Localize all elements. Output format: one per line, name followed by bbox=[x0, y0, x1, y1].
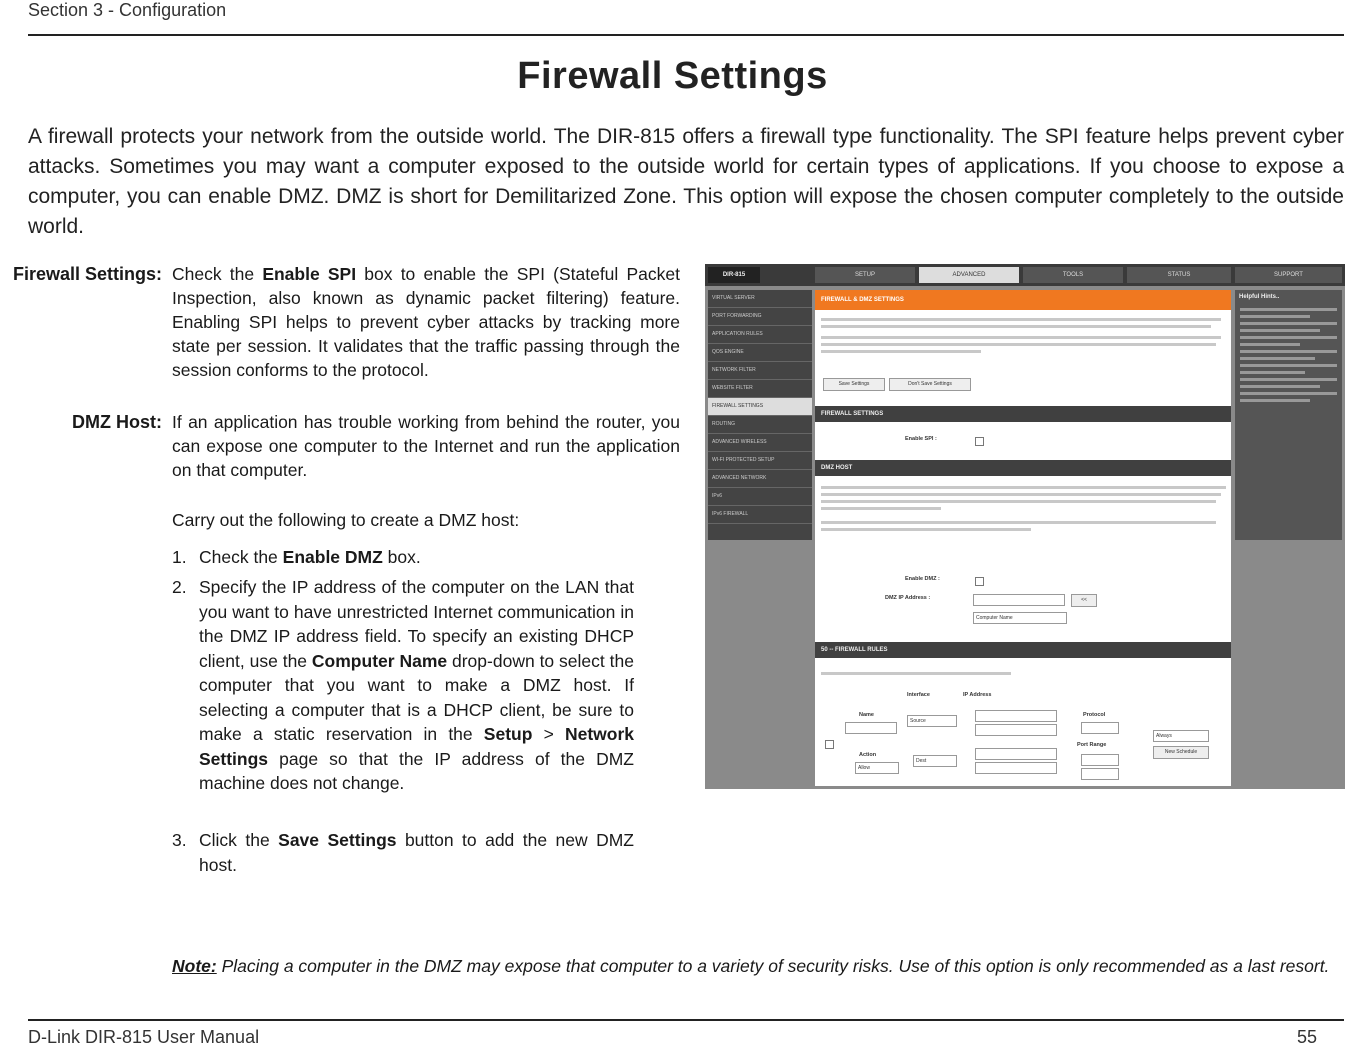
screenshot-nav-item: WI-FI PROTECTED SETUP bbox=[708, 452, 812, 470]
screenshot-action-select: Allow bbox=[855, 762, 899, 774]
screenshot-section-firewall-dmz: FIREWALL & DMZ SETTINGS bbox=[815, 290, 1231, 310]
screenshot-help-column bbox=[1235, 290, 1342, 540]
screenshot-help-line bbox=[1240, 364, 1337, 367]
dmz-steps-intro: Carry out the following to create a DMZ host: bbox=[172, 510, 520, 530]
footer-manual-title: D-Link DIR-815 User Manual bbox=[28, 1027, 260, 1047]
screenshot-nav-item: VIRTUAL SERVER bbox=[708, 290, 812, 308]
note-paragraph bbox=[172, 954, 1344, 979]
step-1 bbox=[172, 545, 634, 570]
screenshot-help-line bbox=[1240, 357, 1315, 360]
screenshot-help-line bbox=[1240, 322, 1337, 325]
step2-post: page so that the IP address of the DMZ machine does not change. bbox=[199, 748, 634, 793]
screenshot-nav-item: IPv6 bbox=[708, 488, 812, 506]
step2-bold-setup: Setup bbox=[483, 724, 533, 744]
screenshot-section-firewall: FIREWALL SETTINGS bbox=[815, 406, 1231, 422]
screenshot-text-line bbox=[821, 493, 1221, 496]
intro-paragraph: A firewall protects your network from the outside world. The DIR-815 offers a firewall type functionality. The SPI feature helps prevent cyber attacks. Sometimes you may want a computer exposed to the outside world for certain types of applications. If you choose to expose a computer, you can enable DMZ. DMZ is short for Demilitarized Zone. This option will expose the chosen computer completely to the outside world. bbox=[28, 125, 1344, 238]
screenshot-help-line bbox=[1240, 308, 1337, 311]
screenshot-text-line bbox=[821, 336, 1221, 339]
screenshot-copy-button: << bbox=[1071, 594, 1097, 607]
step2-bold-computer-name: Computer Name bbox=[311, 650, 448, 671]
screenshot-nav-item: PORT FORWARDING bbox=[708, 308, 812, 326]
screenshot-tab-status: STATUS bbox=[1127, 267, 1231, 283]
fw-desc-post: box to enable the SPI (Stateful Packet Inspection, also known as dynamic packet filtering) feature. Enabling SPI helps to prevent cyber attacks by tracking more state per session. It validates that the traffic passing through the session conforms to the protocol. bbox=[172, 264, 680, 380]
step2-sep: > bbox=[532, 724, 565, 744]
screenshot-tab-setup: SETUP bbox=[815, 267, 915, 283]
screenshot-nav-item: ROUTING bbox=[708, 416, 812, 434]
screenshot-source-select: Source bbox=[907, 715, 957, 727]
screenshot-nav-item: WEBSITE FILTER bbox=[708, 380, 812, 398]
screenshot-save-settings-button: Save Settings bbox=[823, 378, 885, 391]
step-number: 3. bbox=[172, 830, 187, 850]
screenshot-text-line bbox=[821, 528, 1031, 531]
step-text bbox=[199, 828, 634, 877]
step2-pre: Specify the IP address of the computer on the LAN that you want to have unrestricted Internet communication in the DMZ IP address field. To specify an existing DHCP client, use the bbox=[199, 577, 634, 671]
screenshot-new-schedule-button: New Schedule bbox=[1153, 746, 1209, 759]
step1-bold: Enable DMZ bbox=[282, 547, 383, 567]
step3-bold: Save Settings bbox=[278, 830, 397, 850]
screenshot-help-line bbox=[1240, 329, 1320, 332]
step-text bbox=[199, 575, 634, 796]
dmz-host-term: DMZ Host: bbox=[72, 412, 162, 432]
section-header: Section 3 - Configuration bbox=[28, 0, 227, 20]
screenshot-nav-item: IPv6 FIREWALL bbox=[708, 506, 812, 524]
step-text bbox=[199, 545, 634, 570]
screenshot-port-input-1 bbox=[1081, 754, 1119, 766]
screenshot-section-rules: 50 -- FIREWALL RULES bbox=[815, 642, 1231, 658]
screenshot-ip-input-1 bbox=[975, 710, 1057, 722]
fw-desc-bold: Enable SPI bbox=[262, 264, 357, 284]
fw-desc-pre: Check the bbox=[172, 264, 263, 284]
screenshot-help-line bbox=[1240, 371, 1305, 374]
screenshot-enable-spi-checkbox bbox=[975, 437, 984, 446]
screenshot-dest-select: Dest bbox=[913, 755, 957, 767]
screenshot-section-dmz: DMZ HOST bbox=[815, 460, 1231, 476]
note-label: Note: bbox=[172, 956, 217, 976]
screenshot-text-line bbox=[821, 500, 1216, 503]
screenshot-help-line bbox=[1240, 343, 1300, 346]
screenshot-dmz-ip-input bbox=[973, 594, 1065, 606]
screenshot-help-title: Helpful Hints.. bbox=[1239, 294, 1280, 300]
screenshot-ip-input-2 bbox=[975, 724, 1057, 736]
screenshot-nav-item: ADVANCED WIRELESS bbox=[708, 434, 812, 452]
router-ui-screenshot bbox=[705, 264, 1345, 789]
firewall-settings-description bbox=[172, 262, 680, 382]
screenshot-tab-advanced: ADVANCED bbox=[919, 267, 1019, 283]
screenshot-text-line bbox=[821, 672, 1011, 675]
dmz-host-description: If an application has trouble working from behind the router, you can expose one computer to the Internet and run the application on that computer. bbox=[172, 412, 680, 480]
screenshot-ip-input-4 bbox=[975, 762, 1057, 774]
screenshot-rule-checkbox bbox=[825, 740, 834, 749]
screenshot-nav-item: ADVANCED NETWORK bbox=[708, 470, 812, 488]
screenshot-enable-dmz-label: Enable DMZ : bbox=[905, 576, 940, 582]
screenshot-text-line bbox=[821, 486, 1226, 489]
step2-bold-network-settings: Network Settings bbox=[199, 724, 634, 769]
screenshot-nav-item-active: FIREWALL SETTINGS bbox=[708, 398, 812, 416]
screenshot-dont-save-button: Don't Save Settings bbox=[889, 378, 971, 391]
screenshot-help-line bbox=[1240, 378, 1337, 381]
step-number: 2. bbox=[172, 577, 187, 597]
screenshot-text-line bbox=[821, 521, 1216, 524]
step3-post: button to add the new DMZ host. bbox=[199, 830, 634, 875]
screenshot-interface-header: Interface bbox=[907, 692, 930, 698]
note-text: Placing a computer in the DMZ may expose that computer to a variety of security risks. Use of this option is only recommended as a last resort. bbox=[216, 956, 1330, 976]
screenshot-text-line bbox=[821, 343, 1216, 346]
screenshot-text-line bbox=[821, 507, 941, 510]
top-rule bbox=[28, 34, 1344, 36]
step-2 bbox=[172, 575, 634, 796]
screenshot-nav-item: NETWORK FILTER bbox=[708, 362, 812, 380]
screenshot-port-input-2 bbox=[1081, 768, 1119, 780]
screenshot-schedule-select: Always bbox=[1153, 730, 1209, 742]
step2-mid: drop-down to select the computer that you want to make a DMZ host. If selecting a computer that is a DHCP client, be sure to make a static reservation in the bbox=[199, 650, 634, 744]
screenshot-tab-bar bbox=[705, 264, 1345, 286]
bottom-rule bbox=[28, 1019, 1344, 1021]
page-title: Firewall Settings bbox=[517, 55, 828, 97]
step1-pre: Check the bbox=[199, 547, 283, 567]
step3-pre: Click the bbox=[199, 830, 279, 850]
screenshot-nav-item: QOS ENGINE bbox=[708, 344, 812, 362]
step1-post: box. bbox=[382, 547, 421, 567]
screenshot-ip-address-header: IP Address bbox=[963, 692, 992, 698]
screenshot-help-line bbox=[1240, 350, 1337, 353]
screenshot-help-line bbox=[1240, 315, 1310, 318]
screenshot-action-label: Action bbox=[859, 752, 877, 758]
step-number: 1. bbox=[172, 547, 187, 567]
screenshot-name-input bbox=[845, 722, 897, 734]
screenshot-text-line bbox=[821, 325, 1211, 328]
screenshot-nav-item: APPLICATION RULES bbox=[708, 326, 812, 344]
screenshot-enable-spi-label: Enable SPI : bbox=[905, 436, 937, 442]
screenshot-dmz-ip-label: DMZ IP Address : bbox=[885, 595, 931, 601]
screenshot-tab-support: SUPPORT bbox=[1235, 267, 1342, 283]
screenshot-help-line bbox=[1240, 399, 1310, 402]
screenshot-help-line bbox=[1240, 336, 1337, 339]
screenshot-protocol-select bbox=[1081, 722, 1119, 734]
screenshot-protocol-label: Protocol bbox=[1083, 712, 1106, 718]
screenshot-computer-name-select: Computer Name bbox=[973, 612, 1067, 624]
screenshot-port-range-label: Port Range bbox=[1077, 742, 1107, 748]
screenshot-name-label: Name bbox=[859, 712, 874, 718]
screenshot-text-line bbox=[821, 350, 981, 353]
screenshot-enable-dmz-checkbox bbox=[975, 577, 984, 586]
screenshot-left-nav bbox=[708, 290, 812, 540]
screenshot-content bbox=[815, 290, 1231, 786]
step-3 bbox=[172, 828, 634, 877]
firewall-settings-term: Firewall Settings: bbox=[12, 264, 162, 284]
screenshot-tab-tools: TOOLS bbox=[1023, 267, 1123, 283]
screenshot-logo: DIR-815 bbox=[708, 267, 760, 283]
screenshot-help-line bbox=[1240, 392, 1337, 395]
screenshot-text-line bbox=[821, 318, 1221, 321]
footer-page-number: 55 bbox=[1296, 1027, 1317, 1047]
screenshot-help-line bbox=[1240, 385, 1320, 388]
screenshot-ip-input-3 bbox=[975, 748, 1057, 760]
